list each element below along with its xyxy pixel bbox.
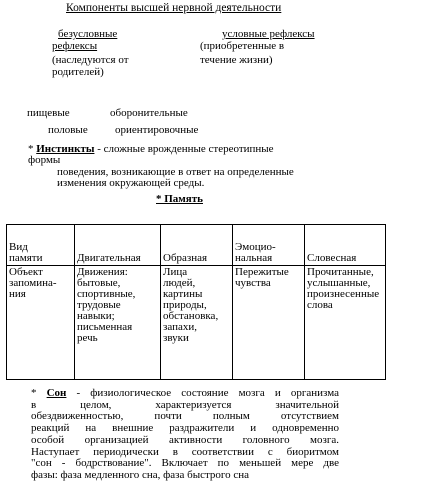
memory-cell: Прочитанные, услышанные, произнесенные слова bbox=[305, 266, 386, 380]
memory-heading: * Память bbox=[156, 193, 203, 205]
sleep-term: Сон bbox=[46, 387, 67, 399]
instincts-term: Инстинкты bbox=[36, 143, 95, 155]
memory-table bbox=[6, 224, 386, 380]
sleep-line: реакций на внешние раздражители и одновременно bbox=[31, 422, 339, 435]
memory-table-header-row bbox=[7, 225, 386, 266]
memory-header-cell: Эмоцио- нальная bbox=[233, 225, 305, 266]
sleep-line: обездвиженностью, почти полным отсутствием bbox=[31, 410, 339, 423]
unconditioned-reflexes-label-1: безусловные bbox=[58, 28, 118, 40]
sleep-line bbox=[31, 388, 339, 400]
reflex-type-orienting: ориентировочные bbox=[115, 124, 199, 136]
instincts-text-1: - сложные врожденные стереотипные bbox=[94, 143, 274, 155]
reflex-type-sexual: половые bbox=[48, 124, 88, 136]
memory-cell: Лица людей, картины природы, обстановка, запахи, звуки bbox=[161, 266, 233, 380]
conditioned-reflexes-note-2: течение жизни) bbox=[200, 54, 273, 66]
memory-cell: Движения: бытовые, спортивные, трудовые навыки; письменная речь bbox=[75, 266, 161, 380]
sleep-line: Наступает периодически в соответствии с биоритмом bbox=[31, 445, 339, 458]
reflex-type-defensive: оборонительные bbox=[110, 107, 188, 119]
sleep-bullet: * bbox=[31, 387, 37, 399]
memory-cell: Объект запомина- ния bbox=[7, 266, 75, 380]
conditioned-reflexes-label: условные рефлексы bbox=[222, 28, 315, 40]
memory-header-cell: Двигательная bbox=[75, 225, 161, 266]
instincts-definition-line-3: поведения, возникающие в ответ на определенные bbox=[57, 166, 294, 178]
memory-header-cell: Вид памяти bbox=[7, 225, 75, 266]
sleep-line: "сон - бодрствование". Включает по меньшей мере две bbox=[31, 457, 339, 470]
unconditioned-reflexes-note-1: (наследуются от bbox=[52, 54, 129, 66]
memory-header-cell: Образная bbox=[161, 225, 233, 266]
sleep-text: - физиологическое состояние мозга и организма bbox=[66, 387, 339, 399]
conditioned-reflexes-note-1: (приобретенные в bbox=[200, 40, 285, 52]
instincts-bullet: * bbox=[28, 143, 34, 155]
instincts-definition-line-2: формы bbox=[28, 154, 61, 166]
memory-table-row bbox=[7, 266, 386, 380]
sleep-definition bbox=[31, 388, 339, 482]
instincts-definition-line-1 bbox=[28, 144, 274, 155]
sleep-line: фазы: фаза медленного сна, фаза быстрого сна bbox=[31, 468, 250, 481]
sleep-line: в целом, характеризуется значительной bbox=[31, 398, 339, 411]
reflex-type-food: пищевые bbox=[27, 107, 70, 119]
memory-cell: Пережитые чувства bbox=[233, 266, 305, 380]
instincts-definition-line-4: изменения окружающей среды. bbox=[57, 177, 205, 189]
sleep-line: особой организацией активности головного мозга. bbox=[31, 433, 339, 446]
page-title: Компоненты высшей нервной деятельности bbox=[66, 2, 282, 14]
unconditioned-reflexes-note-2: родителей) bbox=[52, 66, 104, 78]
unconditioned-reflexes-label-2: рефлексы bbox=[52, 40, 98, 52]
memory-header-cell: Словесная bbox=[305, 225, 386, 266]
